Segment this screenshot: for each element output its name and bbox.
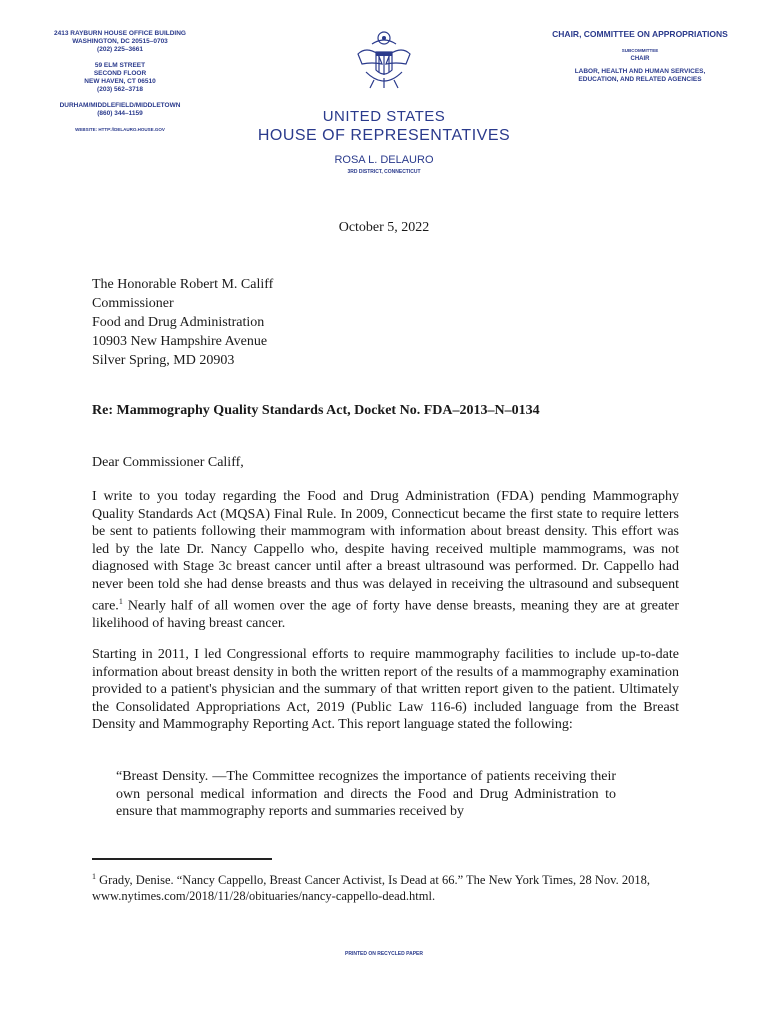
subcommittee-line1: LABOR, HEALTH AND HUMAN SERVICES, [574, 68, 706, 75]
nh-office-phone: (203) 562–3718 [97, 86, 143, 93]
paragraph-1-text-a: I write to you today regarding the Food and Drug Administration (FDA) pending Mammography Quality Standards Act (MQSA) Final Rule. In 2009, Connecticut became the first state to require letters be sent to patients following their mammogram with information about breast density. This effort was led by the late Dr. Nancy Cappello who, despite having received multiple mammograms, was not diagnosed with Stage 3c breast cancer until after a breast ultrasound was performed. Dr. Cappello had never been told she had dense breasts and thus was delayed in receiving the ultrasound and subsequent care. [92, 489, 679, 614]
recipient-title: Commissioner [92, 296, 174, 311]
recipient-street: 10903 New Hampshire Avenue [92, 334, 268, 349]
nh-office-line2: SECOND FLOOR [93, 70, 147, 77]
paragraph-1 [92, 488, 679, 633]
paragraph-2: Starting in 2011, I led Congressional efforts to require mammography facilities to include up-to-date information about breast density in both the written report of the results of a mammography examination provided to a patient's physician and the summary of that written report given to the patient. Ultimately the Consolidated Appropriations Act, 2019 (Public Law 116-6) included language from the Breast Density and Mammography Reporting Act. This report language stated the following: [92, 647, 679, 732]
dc-office-line2: WASHINGTON, DC 20515–0703 [72, 38, 168, 45]
durham-office [30, 102, 210, 118]
salutation: Dear Commissioner Califf, [92, 455, 244, 470]
chair-label: CHAIR [630, 56, 650, 62]
dc-office [30, 30, 210, 54]
subcommittee-line2: EDUCATION, AND RELATED AGENCIES [578, 76, 702, 83]
letter-date: October 5, 2022 [338, 220, 430, 235]
durham-office-phone: (860) 344–1159 [97, 110, 143, 117]
subject-line: Re: Mammography Quality Standards Act, Docket No. FDA–2013–N–0134 [92, 403, 540, 418]
house-title: HOUSE OF REPRESENTATIVES [257, 127, 511, 144]
nh-office-line3: NEW HAVEN, CT 06510 [84, 78, 156, 85]
footnote-marker: 1 [118, 597, 123, 606]
footnote-divider [92, 858, 272, 860]
recipient-name: The Honorable Robert M. Califf [92, 277, 274, 292]
house-title-block [234, 108, 534, 175]
paragraph-1-text-b: Nearly half of all women over the age of forty have dense breasts, meaning they are at greater likelihood of having breast cancer. [92, 598, 679, 632]
recipient-city: Silver Spring, MD 20903 [92, 353, 235, 368]
member-district: 3RD DISTRICT, CONNECTICUT [347, 169, 421, 175]
left-letterhead-offices [30, 30, 210, 134]
recycled-paper-notice: PRINTED ON RECYCLED PAPER [345, 951, 423, 957]
member-name: ROSA L. DELAURO [334, 154, 434, 166]
durham-office-line1: DURHAM/MIDDLEFIELD/MIDDLETOWN [59, 102, 181, 109]
new-haven-office [30, 62, 210, 94]
subcommittee-label: SUBCOMMITTEE [621, 48, 659, 53]
nh-office-line1: 59 ELM STREET [94, 62, 146, 69]
footnote-text: Grady, Denise. “Nancy Cappello, Breast Cancer Activist, Is Dead at 66.” The New York Times, 28 Nov. 2018, www.nytimes.com/2018/11/28/obituaries/nancy-cappello-dead.html. [92, 873, 650, 904]
footnote-number: 1 [92, 872, 96, 881]
subcommittee-name [540, 68, 740, 84]
dc-office-line1: 2413 RAYBURN HOUSE OFFICE BUILDING [54, 30, 186, 37]
block-quote: “Breast Density. —The Committee recognizes the importance of patients receiving their own personal medical information and directs the Food and Drug Administration to ensure that mammography reports and summaries received by [116, 769, 616, 819]
footnote [92, 869, 682, 904]
committee-title: CHAIR, COMMITTEE ON APPROPRIATIONS [552, 29, 728, 39]
committee-block [540, 30, 740, 84]
website-link[interactable]: WEBSITE: HTTP://DELAURO.HOUSE.GOV [75, 127, 165, 132]
united-states-title: UNITED STATES [322, 108, 446, 125]
house-seal-icon [352, 28, 416, 92]
recipient-address [92, 275, 273, 370]
recipient-agency: Food and Drug Administration [92, 315, 265, 330]
dc-office-phone: (202) 225–3661 [97, 46, 143, 53]
